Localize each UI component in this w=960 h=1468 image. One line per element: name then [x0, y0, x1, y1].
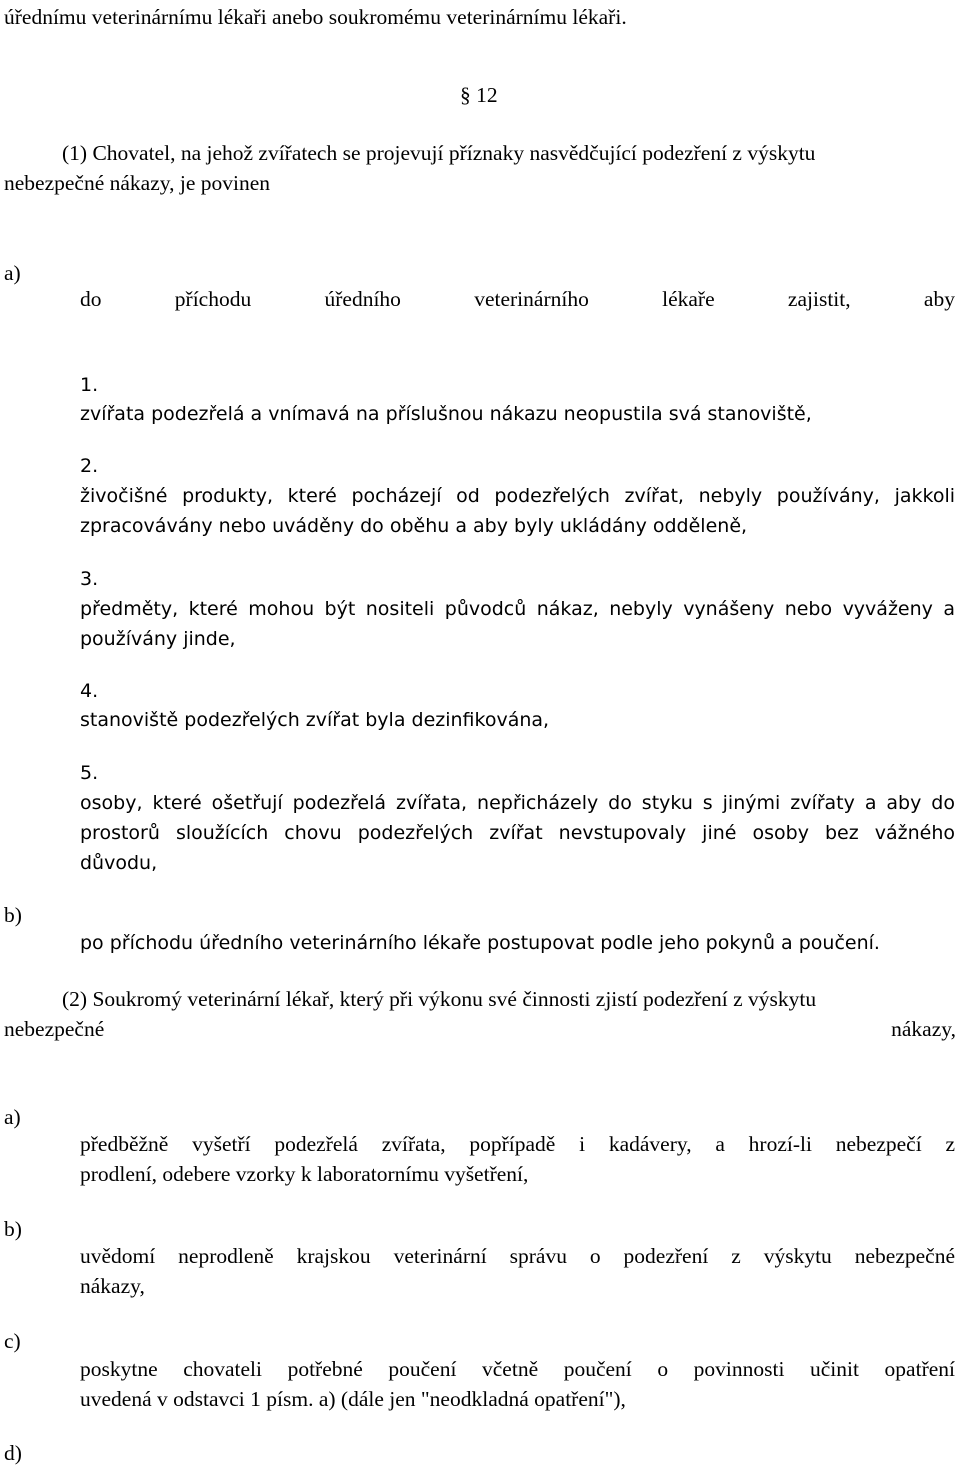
par2-intro-line2-right: nákazy, [891, 1017, 956, 1041]
item-number: 3. [80, 568, 99, 590]
item-a-word: veterinárního [474, 287, 589, 311]
list-marker-b: b) [4, 1217, 22, 1241]
list-marker-a: a) [4, 1105, 21, 1129]
item-text: nákazy, [80, 1274, 145, 1298]
item-b-text: po příchodu úředního veterinárního lékaře postupovat podle jeho pokynů a poučení. [80, 932, 880, 954]
item-a-word: do [80, 287, 102, 311]
item-a-word: lékaře [662, 287, 715, 311]
par2-intro-line1: (2) Soukromý veterinární lékař, který při výkonu své činnosti zjistí podezření z výskytu [62, 987, 817, 1011]
item-text: zpracovávány nebo uváděny do oběhu a aby byly ukládány odděleně, [80, 515, 748, 537]
item-number: 4. [80, 680, 99, 702]
item-a-word: úředního [324, 287, 401, 311]
item-text: uvědomí neprodleně krajskou veterinární správu o podezření z výskytu nebezpečné [80, 1244, 955, 1268]
item-text: důvodu, [80, 852, 158, 874]
item-a-word: zajistit, [787, 287, 851, 311]
item-text: prostorů sloužících chovu podezřelých zvířat nevstupovaly jiné osoby bez vážného [80, 822, 955, 844]
item-text: zvířata podezřelá a vnímavá na příslušnou nákazu neopustila svá stanoviště, [80, 403, 812, 425]
section-heading: § 12 [460, 83, 498, 107]
item-text: poskytne chovateli potřebné poučení včetně poučení o povinnosti učinit opatření [80, 1357, 955, 1381]
item-number: 2. [80, 455, 99, 477]
list-marker-a: a) [4, 261, 21, 285]
item-text: stanoviště podezřelých zvířat byla dezinfikována, [80, 709, 550, 731]
list-marker-d: d) [4, 1441, 22, 1465]
continuation-line: úřednímu veterinárnímu lékaři anebo soukromému veterinárnímu lékaři. [4, 5, 627, 29]
item-text: uvedená v odstavci 1 písm. a) (dále jen "neodkladná opatření"), [80, 1387, 626, 1411]
list-marker-b: b) [4, 903, 22, 927]
item-a-word: aby [923, 287, 955, 311]
item-text: předměty, které mohou být nositeli původců nákaz, nebyly vynášeny nebo vyváženy a [80, 598, 955, 620]
item-text: osoby, které ošetřují podezřelá zvířata, nepřicházely do styku s jinými zvířaty a aby do [80, 792, 955, 814]
item-a-text [80, 284, 955, 314]
par1-intro-line2: nebezpečné nákazy, je povinen [4, 171, 271, 195]
item-a-word: příchodu [174, 287, 252, 311]
item-text: používány jinde, [80, 628, 236, 650]
item-text: živočišné produkty, které pocházejí od podezřelých zvířat, nebyly používány, jakkoli [80, 485, 955, 507]
item-text: prodlení, odebere vzorky k laboratornímu vyšetření, [80, 1162, 529, 1186]
item-number: 1. [80, 374, 99, 396]
par1-intro-line1: (1) Chovatel, na jehož zvířatech se projevují příznaky nasvědčující podezření z výskytu [62, 141, 816, 165]
item-number: 5. [80, 762, 99, 784]
par2-intro-line2-left: nebezpečné [4, 1017, 105, 1041]
item-text: předběžně vyšetří podezřelá zvířata, popřípadě i kadávery, a hrozí-li nebezpečí z [80, 1132, 955, 1156]
list-marker-c: c) [4, 1329, 21, 1353]
